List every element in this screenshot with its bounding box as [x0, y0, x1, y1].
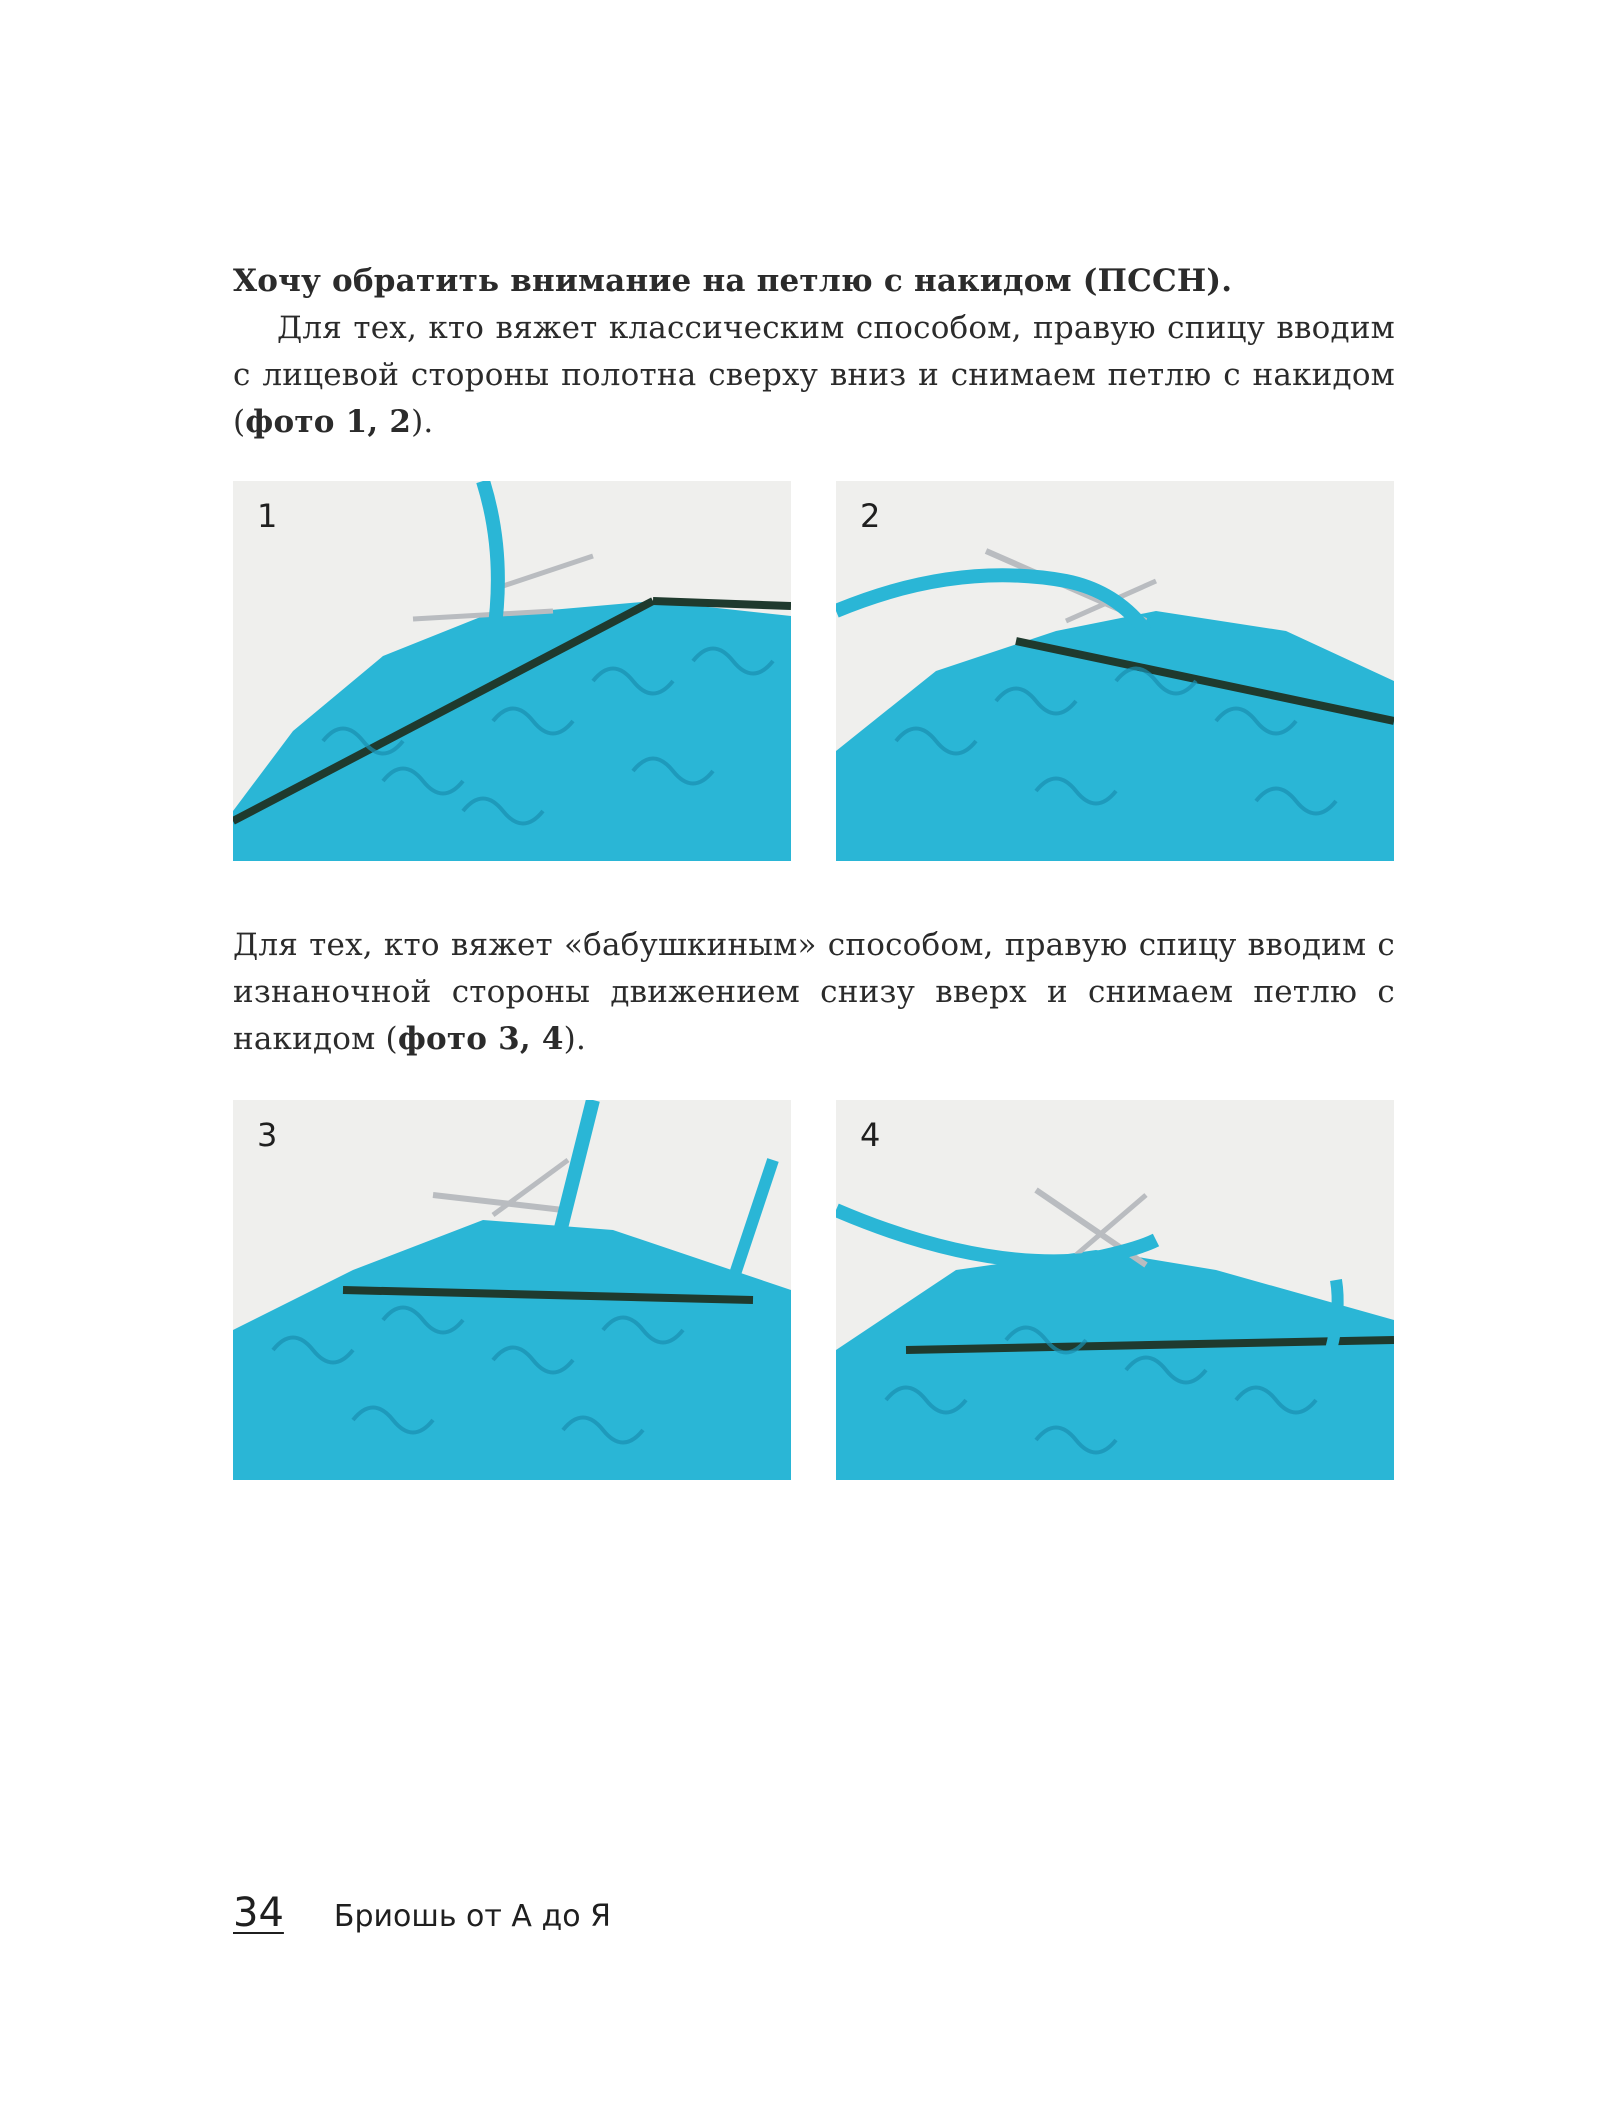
book-title: Бриошь от А до Я: [333, 1899, 611, 1934]
knitting-photo-4: [836, 1100, 1394, 1480]
knitting-illustration-1: [233, 481, 791, 861]
photo-number: 4: [860, 1116, 881, 1154]
section-1-text: [233, 258, 1395, 446]
knitting-illustration-4: [836, 1100, 1394, 1480]
page-number: 34: [233, 1890, 284, 1936]
photo-number: 1: [257, 497, 278, 535]
section-heading: Хочу обратить внимание на петлю с накидом (ПССН).: [233, 263, 1233, 299]
knitting-illustration-2: [836, 481, 1394, 861]
paragraph-1-text: Для тех, кто вяжет классическим способом, правую спицу вводим с лицевой стороны полотна сверху вниз и снимаем петлю с накидом: [233, 310, 1395, 393]
photo-number: 2: [860, 497, 881, 535]
paragraph-2: Для тех, кто вяжет «бабушкиным» способом, правую спицу вводим с изнаночной стороны движением снизу вверх и снимаем петлю с накидом (фото 3, 4).: [233, 927, 1395, 1057]
knitting-photo-2: [836, 481, 1394, 861]
knitting-illustration-3: [233, 1100, 791, 1480]
paragraph-2-text: Для тех, кто вяжет «бабушкиным» способом, правую спицу вводим с изнаночной стороны движением снизу вверх и снимаем петлю с накидом: [233, 927, 1395, 1057]
photo-number: 3: [257, 1116, 278, 1154]
photo-reference-3-4: фото 3, 4: [397, 1021, 564, 1057]
section-2-text: [233, 922, 1395, 1063]
knitting-photo-1: [233, 481, 791, 861]
knitting-photo-3: [233, 1100, 791, 1480]
page-footer: [233, 1890, 611, 1936]
photo-reference-1-2: фото 1, 2: [245, 404, 412, 440]
paragraph-1: Для тех, кто вяжет классическим способом, правую спицу вводим с лицевой стороны полотна сверху вниз и снимаем петлю с накидом (фото 1, 2).: [233, 310, 1395, 440]
